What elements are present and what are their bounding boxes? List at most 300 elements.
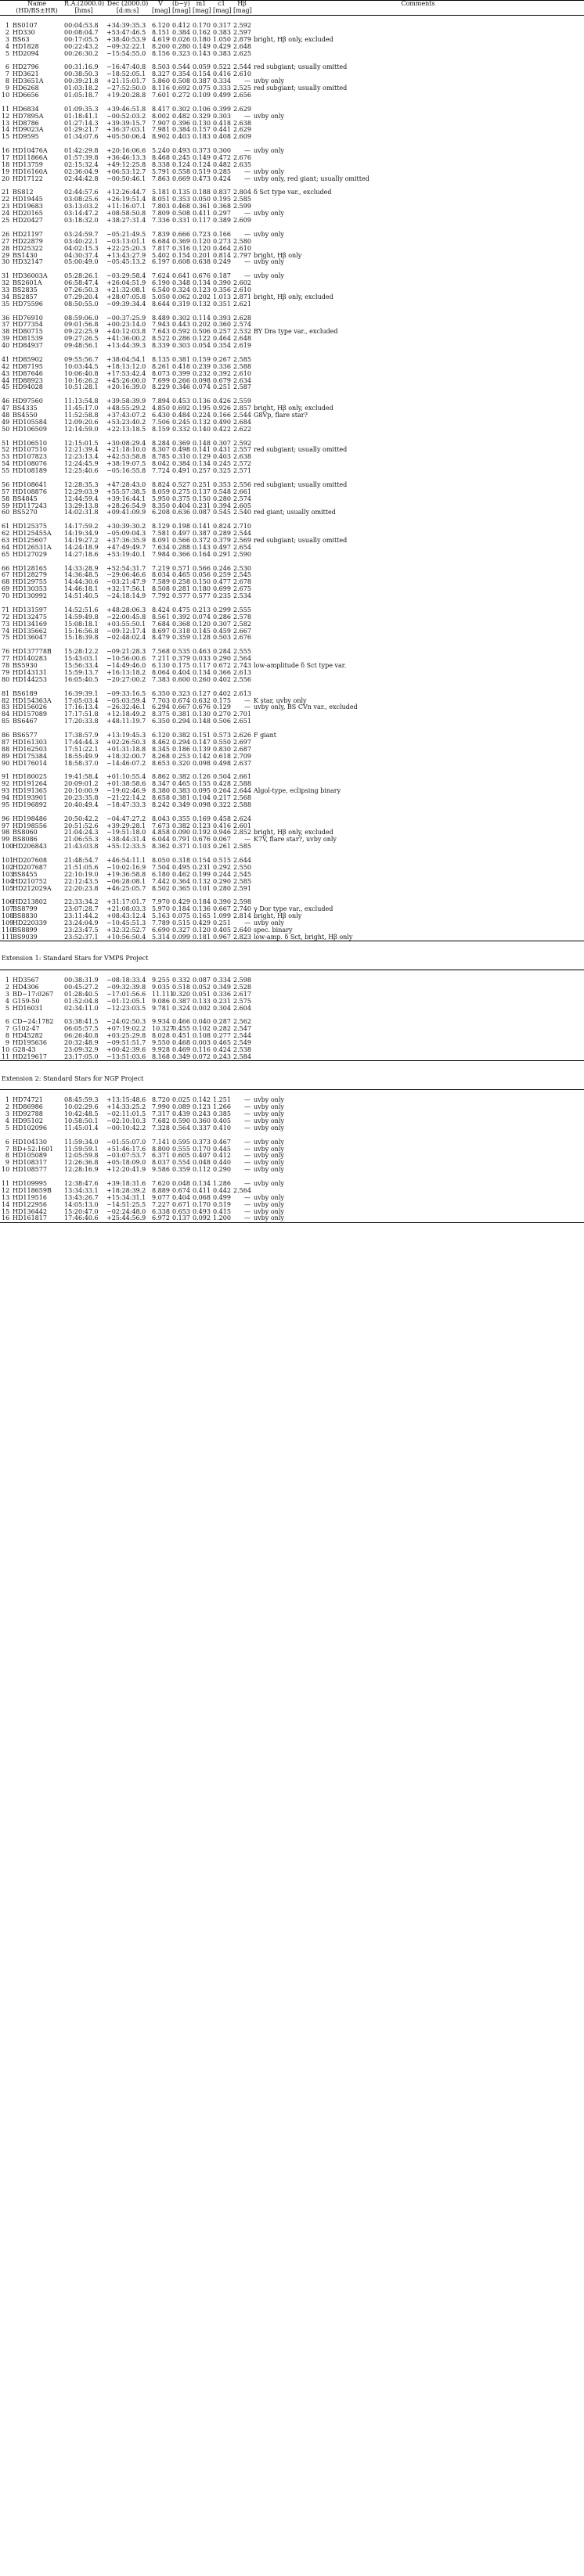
star-name: HD11866A (13, 154, 48, 162)
v-magnitude: 6.684 (152, 237, 170, 245)
b-y-color: 0.379 (172, 655, 190, 663)
declination: −02:24:48.0 (106, 1207, 146, 1215)
h-beta-index: 2.624 (233, 815, 251, 822)
h-beta-index: — (244, 230, 251, 238)
row-number: 80 (2, 675, 10, 683)
b-y-color: 0.135 (172, 189, 190, 196)
star-name: HD108317 (13, 1159, 47, 1167)
v-magnitude: 8.042 (152, 460, 170, 468)
h-beta-index: 2.635 (233, 160, 251, 168)
m1-index: 0.130 (193, 711, 211, 718)
v-magnitude: 8.002 (152, 112, 170, 120)
b-y-color: 0.491 (172, 467, 190, 475)
star-name: HD3567 (13, 977, 39, 984)
v-magnitude: 8.380 (152, 787, 170, 795)
c1-index: 0.416 (213, 822, 231, 829)
table-row (0, 864, 584, 871)
m1-index: 0.123 (193, 1103, 211, 1111)
m1-index: 0.387 (193, 77, 211, 85)
b-y-color: 0.455 (172, 1025, 190, 1033)
star-name: BS2835 (13, 286, 38, 293)
declination: +51:46:17.6 (106, 1145, 146, 1153)
h-beta-index: 2.549 (233, 1039, 251, 1047)
declination: −09:32:22.1 (106, 42, 146, 50)
v-magnitude: 8.200 (152, 42, 170, 50)
c1-index: 0.303 (213, 112, 231, 120)
comments: uvby only (254, 1138, 284, 1146)
m1-index: 0.164 (193, 550, 211, 558)
b-y-color: 0.667 (172, 703, 190, 711)
comments (252, 336, 584, 343)
star-name: HD76910 (13, 314, 43, 322)
row-number: 42 (2, 362, 10, 370)
c1-index: 0.389 (213, 217, 231, 225)
comments: Comments (252, 1, 584, 8)
m1-index: 0.170 (193, 1145, 211, 1153)
b-y-color: 0.468 (172, 203, 190, 210)
comments: bright, Hβ only, excluded (254, 293, 333, 300)
declination: +12:26:44.7 (106, 189, 146, 196)
b-y-color: 0.384 (172, 460, 190, 468)
b-y-color: 0.294 (172, 738, 190, 746)
h-beta-index: 2.557 (233, 446, 251, 454)
v-magnitude: 8.116 (152, 85, 170, 92)
right-ascension: 16:39:39.1 (64, 689, 99, 697)
v-magnitude: 7.981 (152, 126, 170, 134)
c1-index: 0.573 (213, 731, 231, 739)
star-name: HD127029 (13, 550, 47, 558)
c1-index: [mag] (213, 7, 232, 15)
b-y-color: 0.154 (172, 251, 190, 259)
comments: red subgiant; usually omitted (254, 480, 348, 488)
declination: −09:21:28.3 (106, 648, 146, 656)
v-magnitude: 8.327 (152, 70, 170, 78)
declination: +08:43:12.4 (106, 912, 146, 920)
c1-index: 0.289 (213, 530, 231, 538)
row-number: 81 (2, 689, 10, 697)
v-magnitude: 6.197 (152, 258, 170, 266)
c1-index: 0.545 (213, 509, 231, 516)
h-beta-index: 2.530 (233, 564, 251, 572)
star-name: BS6467 (13, 718, 38, 725)
table-row (0, 885, 584, 892)
declination: +47:49:49.7 (106, 543, 146, 551)
c1-index: 0.426 (213, 398, 231, 405)
v-magnitude: 9.077 (152, 1193, 170, 1201)
star-name: HD125455A (13, 530, 52, 538)
row-number: 76 (2, 648, 10, 656)
table-row (0, 1139, 584, 1146)
comments (252, 984, 584, 991)
row-number: 5 (5, 49, 9, 57)
h-beta-index: 2.814 (233, 912, 251, 920)
c1-index: 0.410 (213, 1124, 231, 1131)
star-name: HD117243 (13, 502, 47, 509)
c1-index: 0.284 (213, 648, 231, 656)
declination: −27:52:50.0 (106, 85, 146, 92)
table-row (0, 468, 584, 475)
row-number: 100 (2, 843, 14, 851)
h-beta-index: 2.540 (233, 509, 251, 516)
comments: red subgiant; usually omitted (254, 446, 348, 454)
star-name: HD6268 (13, 85, 39, 92)
right-ascension: 12:24:45.9 (64, 460, 99, 468)
star-name: HD198486 (13, 815, 47, 822)
b-y-color: 0.608 (172, 258, 190, 266)
comments: uvby only (254, 919, 284, 926)
row-number: 2 (5, 1103, 9, 1111)
v-magnitude: 8.561 (152, 613, 170, 621)
m1-index: 0.577 (193, 592, 211, 600)
c1-index: 0.356 (213, 286, 231, 293)
c1-index: 1.050 (213, 35, 231, 43)
declination: +21:08:03.3 (106, 905, 146, 913)
m1-index: 0.048 (193, 1159, 211, 1167)
declination: +18:13:12.0 (106, 362, 146, 370)
c1-index: 0.354 (213, 342, 231, 350)
row-number: 35 (2, 300, 10, 308)
h-beta-index: 2.625 (233, 49, 251, 57)
b-y-color: 0.294 (172, 718, 190, 725)
b-y-color: 0.090 (172, 829, 190, 836)
h-beta-index: 2.710 (233, 523, 251, 531)
declination: +21:15:01.7 (106, 77, 146, 85)
c1-index: 0.273 (213, 237, 231, 245)
comments (252, 711, 584, 718)
m1-index: 0.074 (193, 613, 211, 621)
h-beta-index: — (244, 147, 251, 155)
right-ascension: 06:05:57.5 (64, 1025, 99, 1033)
h-beta-index: 2.556 (233, 675, 251, 683)
m1-index: 0.120 (193, 237, 211, 245)
c1-index: 0.667 (213, 905, 231, 913)
right-ascension: 12:14:59.0 (64, 425, 99, 433)
b-y-color: 0.026 (172, 35, 190, 43)
m1-index: 0.337 (193, 1124, 211, 1131)
right-ascension: 14:19:34.9 (64, 530, 99, 538)
comments: uvby only (254, 1110, 284, 1118)
v-magnitude: 7.703 (152, 696, 170, 704)
star-name: HD207687 (13, 863, 47, 871)
m1-index: 0.130 (193, 119, 211, 127)
star-name: HD330 (13, 29, 35, 36)
m1-index: 0.162 (193, 29, 211, 36)
m1-index: 0.074 (193, 383, 211, 391)
m1-index: 0.134 (193, 1179, 211, 1187)
v-magnitude: 5.791 (152, 167, 170, 175)
declination: −00:37:25.9 (106, 314, 146, 322)
m1-index: 0.117 (193, 662, 211, 670)
h-beta-index: 2.580 (233, 237, 251, 245)
b-y-color: 0.508 (172, 77, 190, 85)
v-magnitude: 7.589 (152, 578, 170, 586)
right-ascension: 14:02:31.8 (64, 509, 99, 516)
table-row (0, 245, 584, 252)
m1-index: 0.213 (193, 606, 211, 613)
b-y-color: 0.674 (172, 696, 190, 704)
c1-index: 0.408 (213, 133, 231, 141)
right-ascension: 10:16:26.2 (64, 376, 99, 384)
b-y-color: 0.324 (172, 286, 190, 293)
comments (252, 419, 584, 426)
star-name: HD13759 (13, 160, 43, 168)
right-ascension: 12:25:40.6 (64, 467, 99, 475)
h-beta-index: — (244, 1193, 251, 1201)
declination: +11:16:07.1 (106, 203, 146, 210)
right-ascension: 01:29:21.7 (64, 126, 99, 134)
right-ascension: 02:44:42.8 (64, 174, 99, 182)
v-magnitude: 8.073 (152, 369, 170, 377)
b-y-color: 0.348 (172, 279, 190, 287)
star-name: HD2094 (13, 49, 39, 57)
right-ascension: 14:59:49.8 (64, 613, 99, 621)
comments (252, 1019, 584, 1026)
m1-index: 0.142 (193, 752, 211, 760)
declination: +40:12:03.8 (106, 328, 146, 336)
h-beta-index: 2.626 (233, 731, 251, 739)
row-number: 69 (2, 585, 10, 593)
row-number: 44 (2, 376, 10, 384)
m1-index: 0.170 (193, 22, 211, 30)
star-name: CD−24:1782 (13, 1018, 54, 1026)
comments (252, 795, 584, 802)
c1-index: 0.280 (213, 884, 231, 892)
c1-index: 0.548 (213, 487, 231, 495)
c1-index: 0.351 (213, 300, 231, 308)
right-ascension: 12:26:36.8 (64, 1159, 99, 1167)
star-name: HD119516 (13, 1193, 47, 1201)
m1-index: 0.126 (193, 773, 211, 781)
star-name: HD136442 (13, 1207, 47, 1215)
right-ascension: [hms] (63, 8, 105, 15)
b-y-color: 0.272 (172, 92, 190, 99)
v-magnitude: 5.240 (152, 147, 170, 155)
row-number: 6 (5, 1018, 9, 1026)
row-number: 85 (2, 718, 10, 725)
declination: +48:11:19.7 (106, 718, 146, 725)
star-name: HD126531A (13, 543, 52, 551)
table-row (0, 238, 584, 245)
spacer-row (0, 808, 584, 815)
declination: +15:34:31.1 (106, 1193, 146, 1201)
h-beta-index: 2.613 (233, 689, 251, 697)
row-number: 98 (2, 829, 10, 836)
star-name: HD2796 (13, 63, 39, 71)
section-rule (0, 962, 584, 970)
c1-index: 0.519 (213, 1200, 231, 1208)
b-y-color: 0.075 (172, 912, 190, 920)
declination: −00:10:42.2 (106, 1124, 146, 1131)
declination: +28:07:05.8 (106, 293, 146, 300)
row-number: 16 (2, 147, 10, 155)
right-ascension: 12:15:01.5 (64, 439, 99, 447)
star-name: BS6577 (13, 731, 38, 739)
h-beta-index: 2.661 (233, 773, 251, 781)
row-number: 10 (2, 1166, 10, 1174)
row-number: 95 (2, 801, 10, 808)
star-name: G159-50 (13, 997, 40, 1005)
comments (252, 203, 584, 210)
row-number: 4 (5, 1117, 9, 1124)
declination: −09:33:16.5 (106, 689, 146, 697)
row-number: 6 (5, 1138, 9, 1146)
star-name: BS9039 (13, 933, 38, 941)
v-magnitude: 5.050 (152, 293, 170, 300)
table-row (0, 384, 584, 391)
comments (252, 245, 584, 252)
m1-index: 0.120 (193, 926, 211, 934)
star-name: HD87195 (13, 362, 43, 370)
declination: −04:47:27.2 (106, 815, 146, 822)
m1-index: 0.132 (193, 877, 211, 885)
m1-index: 0.159 (193, 355, 211, 363)
c1-index: 0.441 (213, 126, 231, 134)
declination: +39:46:51.8 (106, 105, 146, 113)
declination: −19:02:46.9 (106, 787, 146, 795)
right-ascension: 10:42:48.5 (64, 1110, 99, 1118)
v-magnitude: 7.809 (152, 210, 170, 218)
right-ascension: 23:52:37.1 (64, 933, 99, 941)
h-beta-index: 2.544 (233, 411, 251, 419)
star-name: HD128279 (13, 571, 47, 579)
h-beta-index: 2.638 (233, 453, 251, 461)
row-number (0, 8, 11, 15)
declination: +36:37:03.1 (106, 126, 146, 134)
star-name: HD105584 (13, 418, 47, 426)
v-magnitude: 7.682 (152, 1117, 170, 1124)
comments (252, 495, 584, 502)
right-ascension: 00:04:53.8 (64, 22, 99, 30)
declination: +18:28:39.2 (106, 1186, 146, 1194)
v-magnitude: 8.051 (152, 196, 170, 203)
right-ascension: 01:52:04.8 (64, 997, 99, 1005)
b-y-color: 0.443 (172, 321, 190, 329)
right-ascension: 13:34:33.1 (64, 1186, 99, 1194)
b-y-color: 0.186 (172, 745, 190, 753)
m1-index: 0.429 (193, 919, 211, 926)
h-beta-index: 2.592 (233, 439, 251, 447)
v-magnitude: 6.338 (152, 1207, 170, 1215)
star-name: BD+52:1601 (13, 1145, 54, 1153)
v-magnitude: 8.508 (152, 585, 170, 593)
declination: +30:08:29.4 (106, 439, 146, 447)
table-row (0, 50, 584, 57)
h-beta-index: — (244, 1179, 251, 1187)
b-y-color: 0.124 (172, 160, 190, 168)
declination: −09:39:34.4 (106, 300, 146, 308)
b-y-color: 0.600 (172, 675, 190, 683)
m1-index: 0.202 (193, 293, 211, 300)
table-row (0, 1167, 584, 1174)
m1-index: 0.054 (193, 342, 211, 350)
row-number: 13 (2, 119, 10, 127)
h-beta-index: 2.545 (233, 870, 251, 878)
b-y-color: 0.518 (172, 984, 190, 991)
v-magnitude: 8.462 (152, 738, 170, 746)
row-number: 28 (2, 244, 10, 252)
m1-index: 0.188 (193, 189, 211, 196)
declination: +39:16:44.1 (106, 495, 146, 502)
right-ascension: 15:56:33.4 (64, 662, 99, 670)
h-beta-index: 2.585 (233, 355, 251, 363)
spacer-row (0, 1068, 584, 1075)
b-y-color: 0.266 (172, 376, 190, 384)
m1-index: 0.114 (193, 314, 211, 322)
row-number: 46 (2, 398, 10, 405)
v-magnitude: 7.943 (152, 321, 170, 329)
b-y-color: 0.381 (172, 711, 190, 718)
row-number: 63 (2, 537, 10, 545)
declination: +32:17:56.1 (106, 585, 146, 593)
v-magnitude: 8.151 (152, 29, 170, 36)
h-beta-index: 2.532 (233, 328, 251, 336)
declination: +01:31:18.8 (106, 745, 146, 753)
c1-index: 0.830 (213, 745, 231, 753)
h-beta-index: 2.610 (233, 244, 251, 252)
declination: +45:26:00.0 (106, 376, 146, 384)
right-ascension: 02:44:57.6 (64, 189, 99, 196)
v-magnitude: 8.862 (152, 773, 170, 781)
c1-index: 0.499 (213, 1193, 231, 1201)
c1-index: 0.286 (213, 613, 231, 621)
right-ascension: 23:23:47.5 (64, 926, 99, 934)
m1-index: 0.165 (193, 912, 211, 920)
right-ascension: 08:45:59.3 (64, 1096, 99, 1104)
spacer-row (0, 558, 584, 565)
declination: +46:25:05.7 (106, 884, 146, 892)
comments (252, 844, 584, 851)
c1-index: 1.286 (213, 1179, 231, 1187)
star-name: HD105089 (13, 1152, 47, 1160)
m1-index: 0.181 (193, 933, 211, 941)
b-y-color: 0.375 (172, 495, 190, 502)
declination: [d:m:s] (105, 8, 150, 15)
v-magnitude: [mag] (152, 7, 171, 15)
table-row (0, 218, 584, 225)
comments (252, 8, 584, 15)
h-beta-index: 2.550 (233, 863, 251, 871)
star-name: HD191264 (13, 780, 47, 788)
m1-index: 0.122 (193, 335, 211, 343)
v-magnitude: 8.028 (152, 1032, 170, 1040)
declination: −05:03:59.4 (106, 696, 146, 704)
star-name: HD3621 (13, 70, 39, 78)
h-beta-index: 2.601 (233, 822, 251, 829)
c1-index: 0.393 (213, 314, 231, 322)
star-name: HD22879 (13, 237, 43, 245)
b-y-color: 0.387 (172, 997, 190, 1005)
b-y-color: 0.498 (172, 446, 190, 454)
star-name: HD180025 (13, 773, 47, 781)
star-name: G102-47 (13, 1025, 40, 1033)
spacer (0, 433, 584, 440)
row-number: 71 (2, 606, 10, 613)
star-name: BS812 (13, 189, 34, 196)
right-ascension: 12:23:13.4 (64, 453, 99, 461)
declination: +47:28:43.0 (106, 480, 146, 488)
row-number: 36 (2, 314, 10, 322)
row-number: 7 (5, 1145, 9, 1153)
c1-index: 0.349 (213, 984, 231, 991)
h-beta-index: 2.588 (233, 801, 251, 808)
h-beta-index: 2.564 (233, 655, 251, 663)
right-ascension: 01:28:40.5 (64, 990, 99, 998)
b-y-color: 0.258 (172, 578, 190, 586)
row-number: 15 (2, 1207, 10, 1215)
row-number: 102 (2, 863, 14, 871)
c1-index: c1 (211, 1, 232, 8)
right-ascension: 01:34:07.6 (64, 133, 99, 141)
